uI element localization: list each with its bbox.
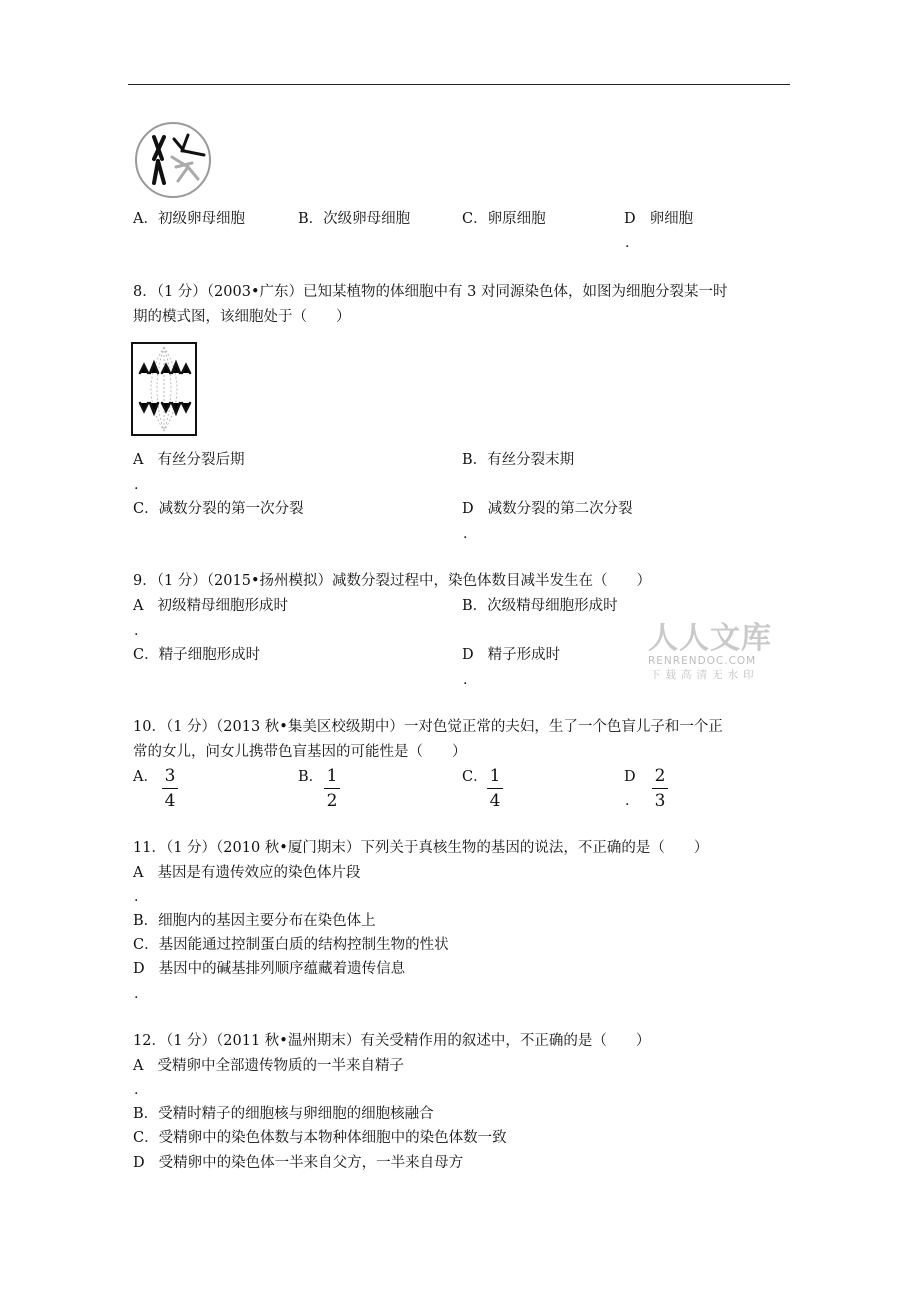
cell-figure-q7 bbox=[132, 121, 214, 199]
option-dot: . bbox=[134, 477, 139, 493]
header-rule bbox=[128, 84, 790, 85]
q10-option-c-label[interactable]: C． bbox=[462, 769, 488, 785]
watermark-subtitle: 下载高清无水印 bbox=[650, 669, 759, 681]
q10-option-a-fraction[interactable]: 3 4 bbox=[160, 768, 180, 810]
q10-stem-line2: 常的女儿，问女儿携带色盲基因的可能性是（ ） bbox=[133, 744, 467, 760]
option-dot: . bbox=[134, 986, 139, 1002]
q12-option-c[interactable]: C．受精卵中的染色体数与本物种体细胞中的染色体数一致 bbox=[133, 1130, 507, 1146]
q7-option-a[interactable]: A．初级卵母细胞 bbox=[133, 211, 245, 227]
q12-option-b[interactable]: B．受精时精子的细胞核与卵细胞的细胞核融合 bbox=[133, 1106, 434, 1122]
option-dot: . bbox=[134, 889, 139, 905]
q8-stem-line1: 8．（1 分）（2003•广东）已知某植物的体细胞中有 3 对同源染色体，如图为细胞分裂某一时 bbox=[133, 284, 728, 300]
q12-option-a[interactable]: A 受精卵中全部遗传物质的一半来自精子 bbox=[133, 1058, 404, 1074]
option-dot: . bbox=[625, 235, 630, 251]
q10-option-b-fraction[interactable]: 1 2 bbox=[322, 768, 342, 810]
q11-stem-line1: 11．（1 分）（2010 秋•厦门期末）下列关于真核生物的基因的说法，不正确的是（ ） bbox=[133, 840, 709, 856]
q9-option-a[interactable]: A 初级精母细胞形成时 bbox=[133, 598, 288, 614]
q7-option-d[interactable]: D 卵细胞 bbox=[624, 211, 694, 227]
option-dot: . bbox=[463, 672, 468, 688]
q10-option-a-label[interactable]: A． bbox=[133, 769, 158, 785]
q8-option-b[interactable]: B．有丝分裂末期 bbox=[462, 452, 575, 468]
q11-option-b[interactable]: B．细胞内的基因主要分布在染色体上 bbox=[133, 913, 376, 929]
q8-option-d[interactable]: D 减数分裂的第二次分裂 bbox=[462, 501, 633, 517]
q8-option-a[interactable]: A 有丝分裂后期 bbox=[133, 452, 245, 468]
q9-option-d[interactable]: D 精子形成时 bbox=[462, 647, 561, 663]
q11-option-d[interactable]: D 基因中的碱基排列顺序蕴藏着遗传信息 bbox=[133, 961, 406, 977]
q11-option-a[interactable]: A 基因是有遗传效应的染色体片段 bbox=[133, 865, 361, 881]
watermark-logo-text: 人人文库 bbox=[648, 621, 772, 656]
q10-option-c-fraction[interactable]: 1 4 bbox=[485, 768, 505, 810]
watermark-domain: RENRENDOC.COM bbox=[648, 655, 757, 667]
option-dot: . bbox=[134, 623, 139, 639]
option-dot: . bbox=[625, 793, 630, 809]
q9-stem-line1: 9．（1 分）（2015•扬州模拟）减数分裂过程中，染色体数目减半发生在（ ） bbox=[133, 573, 652, 589]
q7-option-b[interactable]: B．次级卵母细胞 bbox=[298, 211, 411, 227]
q12-option-d[interactable]: D 受精卵中的染色体一半来自父方，一半来自母方 bbox=[133, 1155, 464, 1171]
q11-option-c[interactable]: C．基因能通过控制蛋白质的结构控制生物的性状 bbox=[133, 937, 449, 953]
q10-option-d-label[interactable]: D bbox=[624, 769, 636, 785]
q9-option-c[interactable]: C．精子细胞形成时 bbox=[133, 647, 261, 663]
option-dot: . bbox=[463, 526, 468, 542]
q10-option-b-label[interactable]: B． bbox=[298, 769, 324, 785]
q9-option-b[interactable]: B．次级精母细胞形成时 bbox=[462, 598, 618, 614]
option-dot: . bbox=[134, 1082, 139, 1098]
cell-division-figure-q8 bbox=[130, 341, 198, 437]
q10-option-d-fraction[interactable]: 2 3 bbox=[650, 768, 670, 810]
q10-stem-line1: 10．（1 分）（2013 秋•集美区校级期中）一对色觉正常的夫妇，生了一个色盲儿子和一个正 bbox=[133, 719, 723, 735]
q12-stem-line1: 12．（1 分）（2011 秋•温州期末）有关受精作用的叙述中，不正确的是（ ） bbox=[133, 1033, 651, 1049]
q8-stem-line2: 期的模式图，该细胞处于（ ） bbox=[133, 309, 351, 325]
q8-option-c[interactable]: C．减数分裂的第一次分裂 bbox=[133, 501, 304, 517]
q7-option-c[interactable]: C．卵原细胞 bbox=[462, 211, 546, 227]
